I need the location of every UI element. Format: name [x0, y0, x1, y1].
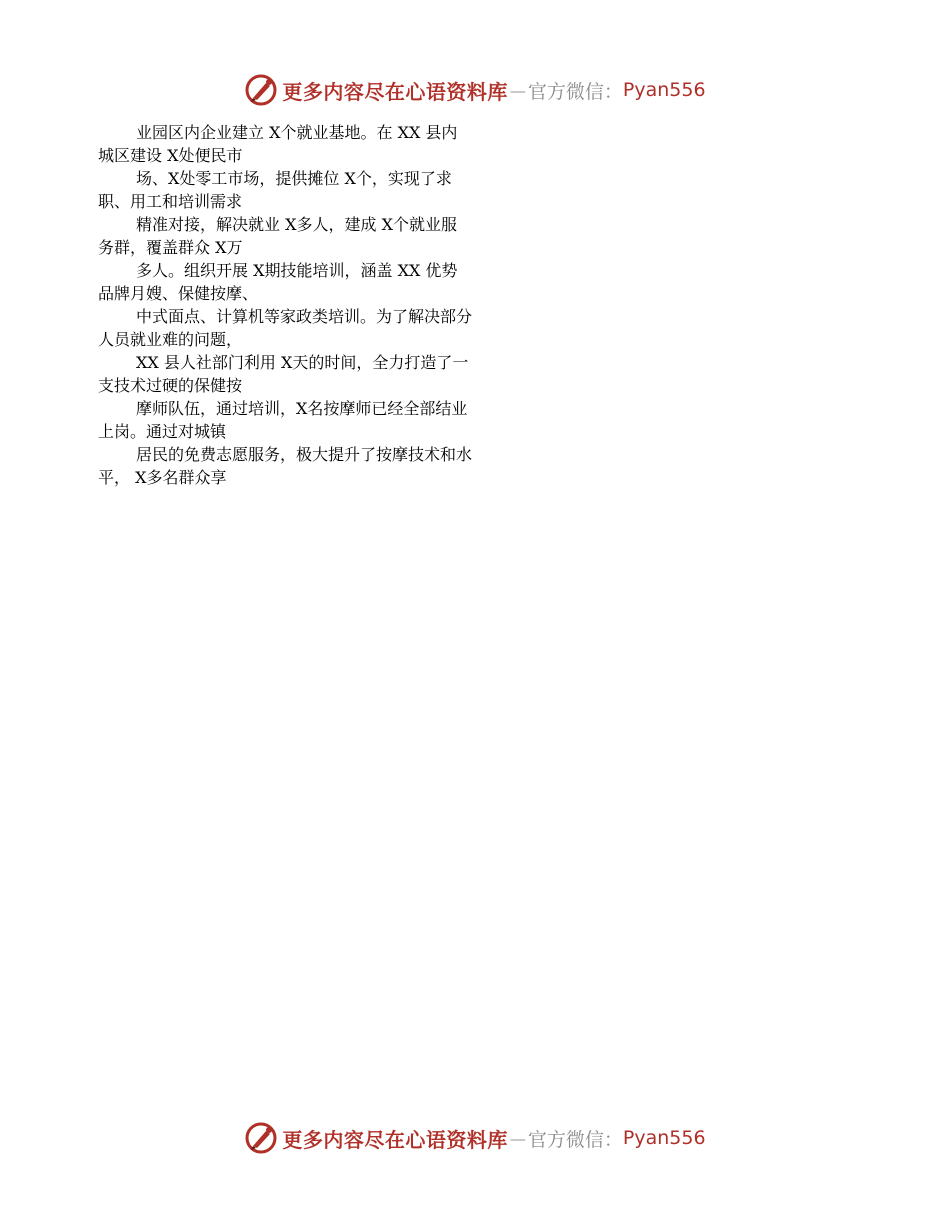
text-line: 上岗。通过对城镇: [98, 422, 227, 441]
banner-wechat-id: Pyan556: [622, 79, 706, 101]
text-line: 品牌月嫂、保健按摩、: [98, 284, 259, 303]
text-line: 支技术过硬的保健按: [98, 376, 243, 395]
banner-main-text: 更多内容尽在心语资料库: [282, 79, 508, 104]
banner-official-label: 官方微信：: [527, 1128, 623, 1151]
pen-logo-icon: [244, 1121, 278, 1155]
text-line: 城区建设 X处便民市: [98, 146, 243, 165]
text-line: 中式面点、计算机等家政类培训。为了解决部分: [136, 307, 473, 326]
text-line: 摩师队伍，通过培训，X名按摩师已经全部结业: [136, 399, 468, 418]
banner-separator: —: [509, 80, 526, 100]
banner-wechat-id: Pyan556: [622, 1127, 706, 1149]
text-line: 居民的免费志愿服务，极大提升了按摩技术和水: [136, 445, 473, 464]
text-line: 职、用工和培训需求: [98, 192, 243, 211]
text-line: 精准对接，解决就业 X多人，建成 X个就业服: [136, 215, 457, 234]
document-body: [98, 120, 868, 488]
pen-logo-icon: [244, 73, 278, 107]
text-line: 人员就业难的问题，: [98, 330, 243, 349]
banner-main-text: 更多内容尽在心语资料库: [282, 1127, 508, 1152]
banner-separator: —: [509, 1128, 526, 1148]
text-line: 平， X多名群众享: [98, 468, 227, 487]
banner-official-label: 官方微信：: [527, 80, 623, 103]
text-line: 场、X处零工市场，提供摊位 X个，实现了求: [136, 169, 452, 188]
text-line: 务群，覆盖群众 X万: [98, 238, 243, 257]
header-banner: [0, 70, 950, 110]
text-line: 多人。组织开展 X期技能培训，涵盖 XX 优势: [136, 261, 458, 280]
text-line: 业园区内企业建立 X个就业基地。在 XX 县内: [136, 123, 458, 142]
footer-banner: [0, 1118, 950, 1158]
text-line: XX 县人社部门利用 X天的时间，全力打造了一: [136, 353, 469, 372]
